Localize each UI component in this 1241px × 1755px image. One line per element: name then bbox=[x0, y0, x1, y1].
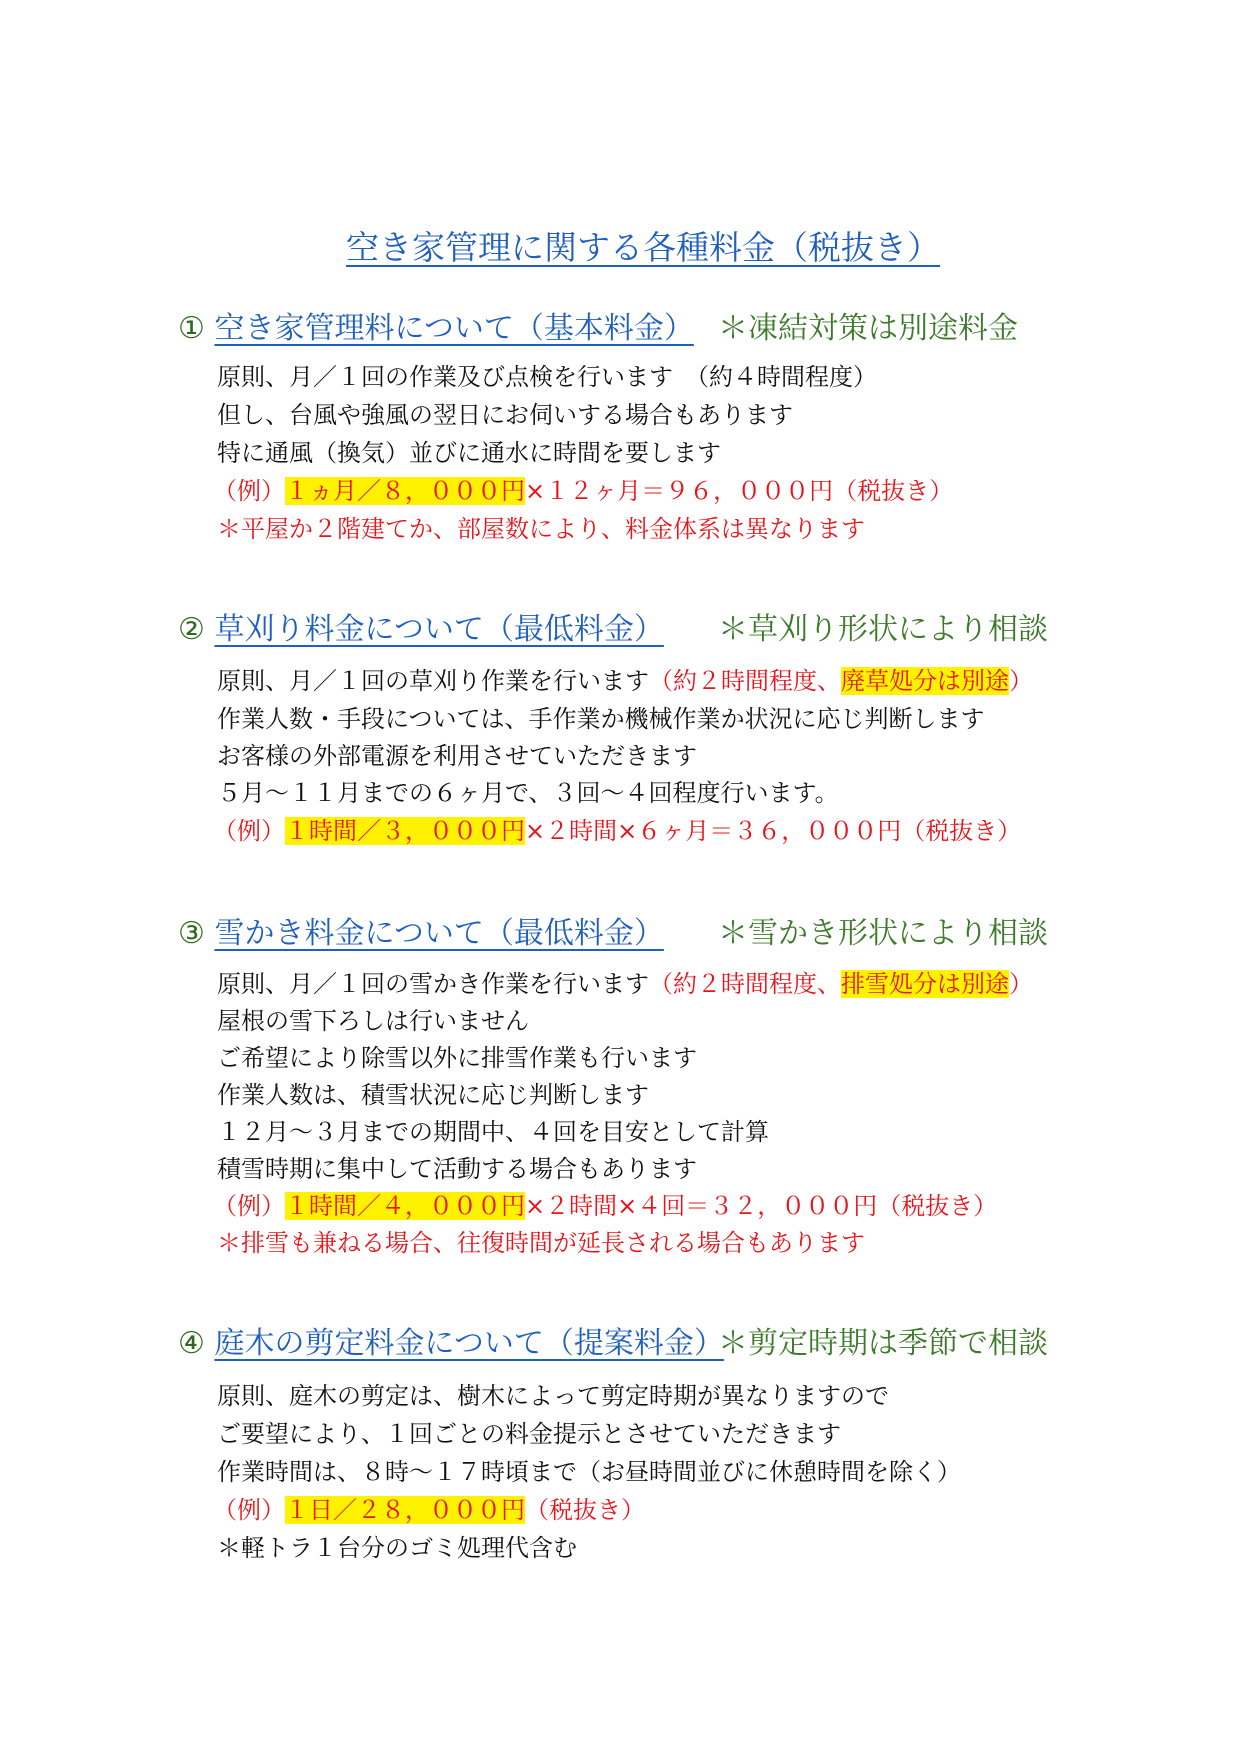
body-line: 作業人数・手段については、手作業か機械作業か状況に応じ判断します bbox=[217, 705, 985, 733]
section-note: ＊雪かき形状により相談 bbox=[718, 916, 1048, 951]
example-prefix: （例） bbox=[213, 1192, 285, 1220]
section-note: ＊剪定時期は季節で相談 bbox=[718, 1326, 1048, 1361]
example-calculation: （税抜き） bbox=[525, 1496, 645, 1524]
note-highlight: 廃草処分は別途 bbox=[841, 667, 1009, 695]
section-number: ② bbox=[178, 612, 205, 647]
example-unit-price: １時間／３，０００円 bbox=[285, 817, 525, 845]
section-number: ① bbox=[178, 311, 205, 346]
body-line: 作業人数は、積雪状況に応じ判断します bbox=[217, 1081, 649, 1109]
example-unit-price: １ヵ月／８，０００円 bbox=[285, 477, 525, 505]
note-red: ） bbox=[1009, 970, 1033, 998]
section-title: 空き家管理料について（基本料金） bbox=[214, 311, 694, 346]
price-example bbox=[213, 1495, 645, 1525]
example-prefix: （例） bbox=[213, 817, 285, 845]
example-calculation: ×２時間×４回＝３２，０００円（税抜き） bbox=[525, 1192, 998, 1220]
note-highlight: 排雪処分は別途 bbox=[841, 970, 1009, 998]
body-line: ５月～１１月までの６ヶ月で、３回～４回程度行います。 bbox=[217, 779, 839, 807]
price-example bbox=[213, 816, 1021, 846]
section-title: 草刈り料金について（最低料金） bbox=[214, 612, 664, 647]
body-line: お客様の外部電源を利用させていただきます bbox=[217, 742, 697, 770]
body-line: 積雪時期に集中して活動する場合もあります bbox=[217, 1155, 697, 1183]
body-line: 屋根の雪下ろしは行いません bbox=[217, 1007, 529, 1035]
body-text: 原則、月／１回の雪かき作業を行います bbox=[217, 970, 649, 998]
body-line bbox=[217, 969, 1033, 999]
page-title: 空き家管理に関する各種料金（税抜き） bbox=[346, 228, 940, 267]
example-unit-price: １日／２８，０００円 bbox=[285, 1496, 525, 1524]
example-unit-price: １時間／４，０００円 bbox=[285, 1192, 525, 1220]
body-line: 特に通風（換気）並びに通水に時間を要します bbox=[217, 439, 721, 467]
body-line: ご希望により除雪以外に排雪作業も行います bbox=[217, 1044, 697, 1072]
body-text: 原則、月／１回の草刈り作業を行います bbox=[217, 667, 649, 695]
section-3-heading bbox=[178, 908, 1048, 951]
body-line: 原則、庭木の剪定は、樹木によって剪定時期が異なりますので bbox=[217, 1382, 889, 1410]
example-prefix: （例） bbox=[213, 477, 285, 505]
note-red: （約２時間程度、 bbox=[649, 667, 841, 695]
section-title: 雪かき料金について（最低料金） bbox=[214, 916, 664, 951]
body-line: 作業時間は、８時～１７時頃まで（お昼時間並びに休憩時間を除く） bbox=[217, 1458, 961, 1486]
footer-note: ＊軽トラ１台分のゴミ処理代含む bbox=[217, 1534, 577, 1562]
note-red: ） bbox=[1009, 667, 1033, 695]
section-number: ③ bbox=[178, 916, 205, 951]
section-title: 庭木の剪定料金について（提案料金） bbox=[214, 1326, 724, 1361]
section-2-heading bbox=[178, 604, 1048, 647]
body-line: ご要望により、１回ごとの料金提示とさせていただきます bbox=[217, 1420, 841, 1448]
price-example bbox=[213, 1191, 997, 1221]
section-1-heading bbox=[178, 303, 1018, 346]
price-example bbox=[213, 476, 953, 506]
caution-line: ＊平屋か２階建てか、部屋数により、料金体系は異なります bbox=[217, 515, 865, 543]
section-note: ＊草刈り形状により相談 bbox=[718, 612, 1048, 647]
body-line: 但し、台風や強風の翌日にお伺いする場合もあります bbox=[217, 401, 793, 429]
note-red: （約２時間程度、 bbox=[649, 970, 841, 998]
section-number: ④ bbox=[178, 1326, 205, 1361]
body-line bbox=[217, 666, 1033, 696]
body-line: 原則、月／１回の作業及び点検を行います （約４時間程度） bbox=[217, 363, 877, 391]
body-line: １２月～３月までの期間中、４回を目安として計算 bbox=[217, 1118, 769, 1146]
section-note: ＊凍結対策は別途料金 bbox=[718, 311, 1018, 346]
example-calculation: ×１２ヶ月＝９６，０００円（税抜き） bbox=[525, 477, 954, 505]
example-calculation: ×２時間×６ヶ月＝３６，０００円（税抜き） bbox=[525, 817, 1022, 845]
caution-line: ＊排雪も兼ねる場合、往復時間が延長される場合もあります bbox=[217, 1229, 865, 1257]
example-prefix: （例） bbox=[213, 1496, 285, 1524]
section-4-heading bbox=[178, 1318, 1048, 1361]
